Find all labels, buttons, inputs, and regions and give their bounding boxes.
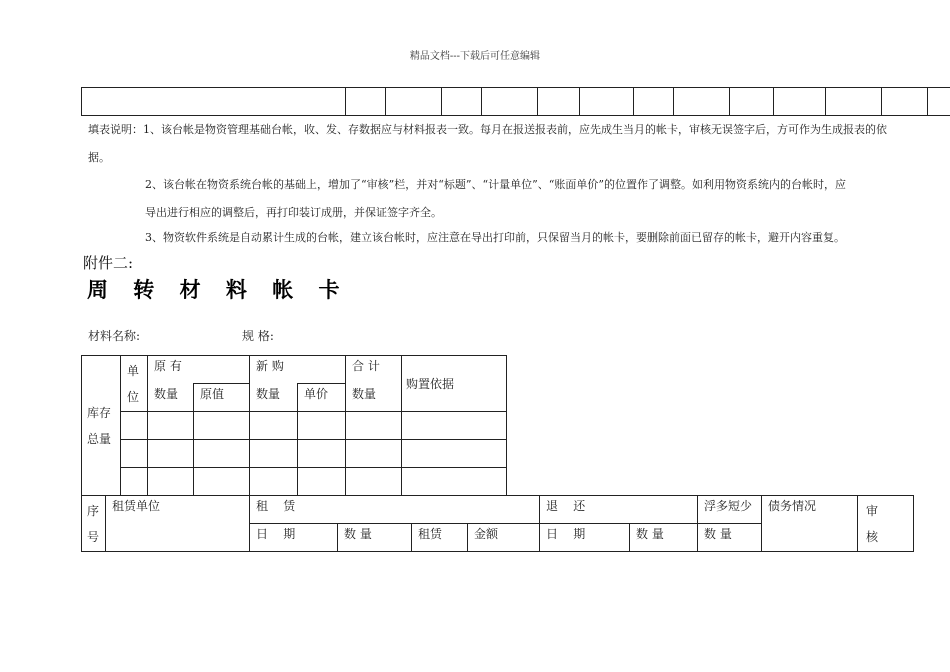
amount-header: 金额 <box>468 524 540 552</box>
table-cell <box>148 412 194 440</box>
table-cell <box>402 468 507 496</box>
rental-table <box>81 495 914 552</box>
table-row <box>82 88 950 116</box>
rent-header: 租 赁 <box>250 496 540 524</box>
table-cell <box>634 88 674 116</box>
table-cell <box>442 88 482 116</box>
note-line-1: 填表说明：1、该台帐是物资管理基础台帐，收、发、存数据应与材料报表一致。每月在报送报表前，应先成生当月的帐卡，审核无误签字后，方可作为生成报表的依 <box>88 123 887 136</box>
material-name-label: 材料名称: <box>88 329 141 343</box>
table-cell <box>482 88 538 116</box>
return-quantity-header: 数 量 <box>630 524 698 552</box>
table-cell <box>346 88 386 116</box>
table-cell <box>402 412 507 440</box>
unit-price-header: 单价 <box>298 384 346 412</box>
note-line-2: 2、该台帐在物资系统台帐的基础上，增加了“审核”栏，并对“标题”、“计量单位”、“账面单价”的位置作了调整。如利用物资系统内的台帐时，应 <box>145 178 846 191</box>
table-cell <box>148 440 194 468</box>
total-header: 合 计 <box>346 356 402 384</box>
table-cell <box>298 412 346 440</box>
original-header: 原 有 <box>148 356 250 384</box>
attachment-label: 附件二: <box>83 254 134 272</box>
rent-date-header: 日 期 <box>250 524 338 552</box>
table-cell <box>386 88 442 116</box>
inventory-total-label: 库存 总量 <box>82 356 121 496</box>
original-value-header: 原值 <box>194 384 250 412</box>
table-cell <box>121 412 148 440</box>
table-cell <box>730 88 774 116</box>
table-row <box>82 496 914 524</box>
spec-label: 规 格: <box>242 329 274 343</box>
note-line-2-cont: 导出进行相应的调整后，再打印装订成册，并保证签字齐全。 <box>145 206 442 219</box>
ledger-continuation-table <box>81 87 950 116</box>
page-title: 周 转 材 料 帐 卡 <box>87 277 349 302</box>
table-cell <box>882 88 928 116</box>
audit-header: 审 核 <box>858 496 914 552</box>
table-cell <box>402 440 507 468</box>
qty-header: 数量 <box>346 384 402 412</box>
qty-header: 数量 <box>250 384 298 412</box>
rent-quantity-header: 数 量 <box>338 524 412 552</box>
page-header: 精品文档---下载后可任意编辑 <box>409 51 541 62</box>
table-cell <box>580 88 634 116</box>
table-cell <box>674 88 730 116</box>
table-cell <box>121 440 148 468</box>
return-header: 退 还 <box>540 496 698 524</box>
inventory-table <box>81 355 507 496</box>
rent-fee-header: 租赁 <box>412 524 468 552</box>
table-row <box>82 412 507 440</box>
lessee-header: 租赁单位 <box>106 496 250 552</box>
table-row <box>82 468 507 496</box>
table-cell <box>774 88 826 116</box>
table-cell <box>826 88 882 116</box>
table-cell <box>346 468 402 496</box>
table-cell <box>250 468 298 496</box>
table-cell <box>250 412 298 440</box>
surplus-shortage-header: 浮多短少 <box>698 496 762 524</box>
note-line-3: 3、物资软件系统是自动累计生成的台帐，建立该台帐时，应注意在导出打印前，只保留当月的帐卡，要删除前面已留存的帐卡，避开内容重复。 <box>145 231 845 244</box>
table-row <box>82 440 507 468</box>
purchase-basis-header: 购置依据 <box>402 356 507 412</box>
table-cell <box>538 88 580 116</box>
table-cell <box>298 468 346 496</box>
sequence-header: 序 号 <box>82 496 106 552</box>
table-cell <box>250 440 298 468</box>
table-cell <box>82 88 346 116</box>
qty-header: 数量 <box>148 384 194 412</box>
table-cell <box>194 412 250 440</box>
surplus-quantity-header: 数 量 <box>698 524 762 552</box>
table-cell <box>928 88 950 116</box>
table-cell <box>298 440 346 468</box>
table-cell <box>194 468 250 496</box>
table-row <box>82 356 507 384</box>
note-line-1-cont: 据。 <box>88 151 110 164</box>
table-cell <box>121 468 148 496</box>
table-cell <box>346 440 402 468</box>
debt-status-header: 债务情况 <box>762 496 858 552</box>
table-cell <box>148 468 194 496</box>
table-cell <box>194 440 250 468</box>
unit-header: 单 位 <box>121 356 148 412</box>
table-cell <box>346 412 402 440</box>
return-date-header: 日 期 <box>540 524 630 552</box>
new-purchase-header: 新 购 <box>250 356 346 384</box>
